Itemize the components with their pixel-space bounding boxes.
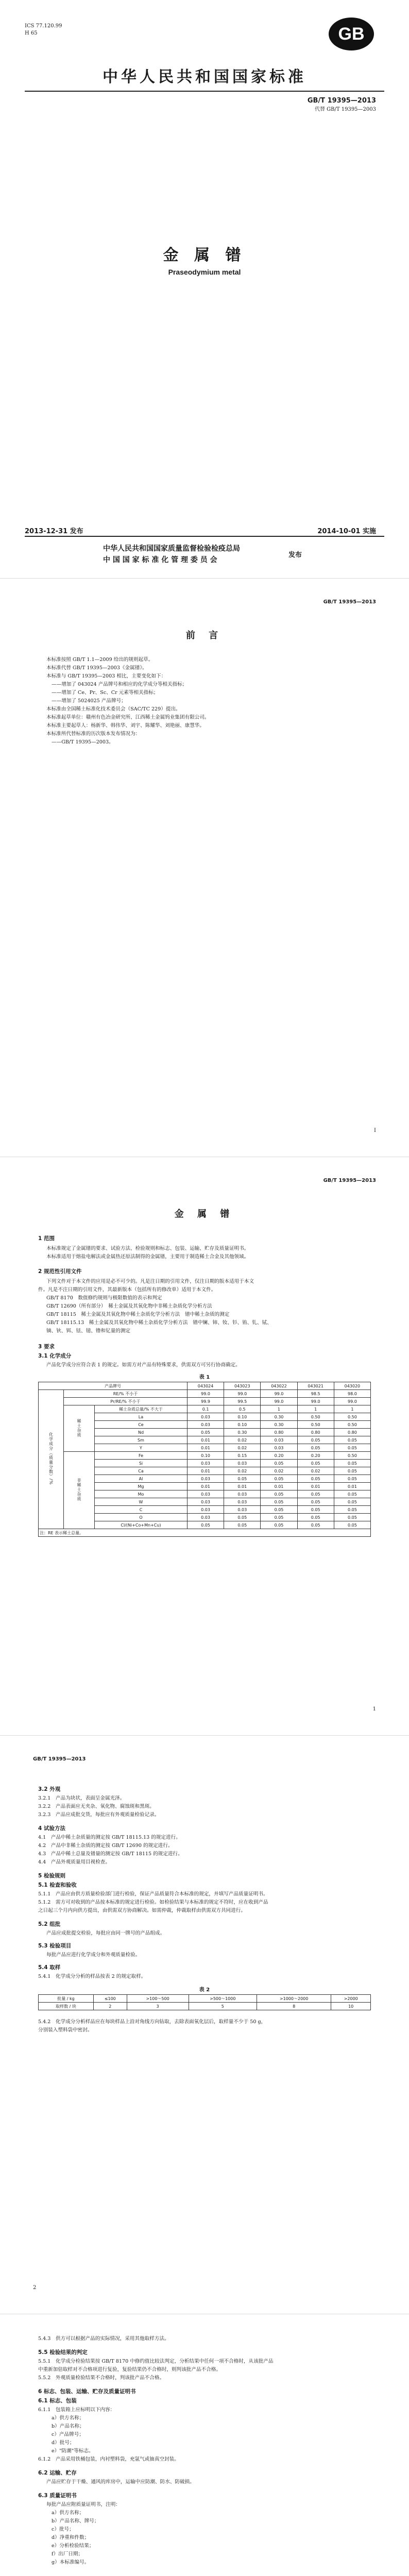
table-cell: 0.05 (297, 1506, 334, 1514)
table-cell: 0.05 (334, 1498, 370, 1506)
table-cell: 0.03 (224, 1498, 261, 1506)
table-cell: 0.05 (261, 1521, 297, 1529)
table-cell: 0.05 (334, 1444, 370, 1452)
content-page-2 (0, 1736, 409, 2314)
table-note-row (39, 1529, 371, 1537)
list-item: f）出厂日期； (52, 2551, 83, 2557)
table-cell: 1 (261, 1405, 297, 1413)
table-row (39, 2003, 371, 2010)
table-cell: 0.03 (224, 1506, 261, 1514)
table-cell: 0.05 (224, 1475, 261, 1483)
table-cell: 0.05 (297, 1444, 334, 1452)
list-item: b）产品名称； (52, 2424, 84, 2429)
table-cell: 8 (257, 2003, 331, 2010)
table-cell: 99.9 (187, 1398, 224, 1405)
foreword-line: ——GB/T 19395—2003。 (52, 739, 114, 745)
table-cell: 0.02 (224, 1436, 261, 1444)
table-cell: 0.05 (187, 1521, 224, 1529)
table-cell: >100～500 (127, 1995, 189, 2003)
section-title: 5 检验规则 (38, 1873, 65, 1879)
foreword-line: 本标准起草单位：赣州有色冶金研究所、江西稀土金属钨业集团有限公司。 (46, 715, 210, 720)
list-item: e）"防潮"等标志。 (52, 2448, 94, 2454)
table-cell: >1000～2000 (257, 1995, 331, 2003)
table-cell: 0.05 (297, 1436, 334, 1444)
table-cell: 0.05 (297, 1490, 334, 1498)
list-item: c）批号； (52, 2527, 74, 2532)
table-cell: 0.50 (297, 1413, 334, 1421)
table-cell: 0.20 (297, 1452, 334, 1460)
table-cell: O (95, 1514, 188, 1521)
table-group-label: 化学成分（质量分数）/% (48, 1432, 54, 1485)
list-item: a）供方名称； (52, 2510, 84, 2516)
table-cell: 0.5 (224, 1405, 261, 1413)
section-title: 1 范围 (38, 1235, 55, 1242)
publisher-aqsiq: 中华人民共和国国家质量监督检验检疫总局 (103, 545, 240, 553)
table-cell: 0.05 (261, 1475, 297, 1483)
table-cell: 99.5 (224, 1398, 261, 1405)
body-line: 每批产品应附质量证明书，注明： (46, 2502, 121, 2507)
national-standard-header: 中华人民共和国国家标准 (103, 68, 306, 86)
body-line: 4.4 产品外观质量用目视检查。 (38, 1859, 110, 1865)
table-cell: 0.03 (187, 1421, 224, 1429)
table-subgroup-cell (64, 1405, 95, 1452)
table-cell: 10 (331, 2003, 371, 2010)
body-line: 产品应成批提交检验，每批应由同一牌号的产品组成。 (46, 1930, 165, 1936)
table-cell: 0.10 (224, 1421, 261, 1429)
table-cell: 0.01 (187, 1467, 224, 1475)
table-cell: 0.05 (334, 1506, 370, 1514)
sampling-table (38, 1994, 371, 2010)
subsection-title: 5.2 组批 (38, 1921, 61, 1927)
content-page-1 (0, 1157, 409, 1735)
cover-rule-bottom (25, 536, 384, 537)
body-line: 件。凡是不注日期的引用文件，其最新版本（包括所有的修改单）适用于本文件。 (38, 1287, 216, 1293)
table-cell: 0.05 (297, 1460, 334, 1467)
table-cell: 0.05 (334, 1521, 370, 1529)
table-cell: 0.03 (187, 1506, 224, 1514)
foreword-line: ——增加了 Ce、Pr、Sc、Cr 元素等相关指标； (52, 690, 159, 696)
table-cell: 0.02 (297, 1467, 334, 1475)
content-page-3 (0, 2314, 409, 2576)
subsection-title: 5.3 检验项目 (38, 1943, 72, 1949)
table-cell: 043021 (297, 1382, 334, 1390)
table-cell: 0.50 (297, 1421, 334, 1429)
body-line: 4.2 产品中非稀土杂质的测定按 GB/T 12690 的规定进行。 (38, 1843, 173, 1849)
table-cell: 0.05 (297, 1475, 334, 1483)
ccs-code: H 65 (25, 30, 38, 36)
foreword-line: 本标准由全国稀土标准化技术委员会（SAC/TC 229）提出。 (46, 706, 181, 712)
foreword-line: 本标准所代替标准的历次版本发布情况为： (46, 731, 141, 737)
table-cell: 0.15 (224, 1452, 261, 1460)
body-line: 5.5.1 化学成分检验结果按 GB/T 8170 中修约值比较法判定，分析结果中任何一项不合格时，从该批产品 (38, 2359, 274, 2364)
table-cell: 1 (334, 1405, 370, 1413)
table-cell: 043022 (261, 1382, 297, 1390)
page-number: I (374, 1128, 376, 1133)
table-cell: 0.50 (334, 1421, 370, 1429)
table-cell: 0.30 (261, 1413, 297, 1421)
table-cell: 99.0 (297, 1398, 334, 1405)
subsection-title: 3.1 化学成分 (38, 1353, 72, 1359)
foreword-line: 本标准按照 GB/T 1.1—2009 给出的规则起草。 (46, 657, 154, 663)
subsection-title: 6.1 标志、包装 (38, 2398, 77, 2404)
table-cell: 0.80 (334, 1429, 370, 1436)
body-line: 3.2.2 产品表面应无夹杂、氧化物、腐蚀斑和黑斑。 (38, 1804, 155, 1809)
section-title: 2 规范性引用文件 (38, 1268, 82, 1275)
table-cell: 0.05 (334, 1475, 370, 1483)
list-item: g）本标准编号。 (52, 2560, 90, 2565)
table-cell: 0.20 (261, 1452, 297, 1460)
table-row (39, 1390, 371, 1398)
table-cell: 0.01 (224, 1483, 261, 1490)
table-subgroup-label: 非稀土杂质 (77, 1478, 81, 1501)
body-line: 镝、钬、铒、铥、镱、镥和钇量的测定 (46, 1328, 131, 1334)
table-cell: 0.03 (187, 1475, 224, 1483)
svg-text:GB: GB (338, 24, 365, 44)
table-cell: 99.0 (224, 1390, 261, 1398)
subsection-title: 6.2 运输、贮存 (38, 2470, 77, 2476)
body-line: GB/T 18115.13 稀土金属及其氧化物中稀土杂质化学分析方法 镨中镧、铈、钕、钐、铕、钆、铽、 (46, 1320, 272, 1326)
chemical-composition-table (38, 1382, 371, 1537)
table-cell: 0.05 (261, 1514, 297, 1521)
body-line: 3.2.1 产品为块状，表面呈金属光泽。 (38, 1795, 125, 1801)
issue-date: 2013-12-31 发布 (25, 528, 83, 535)
list-item: d）批号； (52, 2440, 75, 2446)
body-line: 5.1.2 需方可对收到的产品按本标准的规定进行检验。如检验结果与本标准的规定不符时，应在收到产品 (38, 1900, 268, 1905)
table-cell: 0.03 (187, 1460, 224, 1467)
foreword-line: ——增加了 5024025 产品牌号； (52, 698, 126, 704)
table-cell: 0.03 (187, 1514, 224, 1521)
table-cell: 0.05 (261, 1498, 297, 1506)
body-line: 本标准适用于熔盐电解法或金属热还原法制得的金属镨，主要用于制造稀土合金及其他领域。 (46, 1254, 249, 1260)
body-line: 5.4.2 化学成分分析样品应在每块样品上沿对角线方向钻取，去除表面氧化层后，取样量不少于 50 g， (38, 2019, 266, 2025)
subsection-title: 5.4 取样 (38, 1964, 61, 1971)
table-cell: Ce (95, 1421, 188, 1429)
body-line: 每批产品应进行化学成分和外观质量检验。 (46, 1952, 141, 1958)
body-line: 分别装入塑料袋中密封。 (38, 2027, 93, 2033)
section-title: 3 要求 (38, 1344, 55, 1350)
list-item: a）供方名称； (52, 2415, 84, 2421)
table-cell: 0.50 (334, 1452, 370, 1460)
foreword-line: 本标准代替 GB/T 19395—2003《金属镨》。 (46, 665, 147, 671)
table-cell: 0.05 (261, 1490, 297, 1498)
foreword-line: 本标准主要起草人：杨新华、韩伟华、刘宇、陈耀华、刘艳丽、康慧华。 (46, 723, 204, 728)
table-cell: 2 (94, 2003, 127, 2010)
table-cell: 0.01 (187, 1444, 224, 1452)
table-row (39, 1398, 371, 1405)
body-line: 4.1 产品中稀土杂质量的测定按 GB/T 18115.13 的规定进行。 (38, 1835, 181, 1840)
table-cell: Pr/RE/% 不小于 (64, 1398, 188, 1405)
table-cell: Cl/(Ni+Co+Mn+Cu) (95, 1521, 188, 1529)
table-subgroup-cell (64, 1452, 95, 1529)
cover-subtitle: Praseodymium metal (168, 268, 241, 276)
page-number: 2 (33, 2285, 37, 2291)
table-cell: 稀土杂质总量/% 不大于 (95, 1405, 188, 1413)
table-cell: 0.05 (297, 1521, 334, 1529)
table-cell: Sm (95, 1436, 188, 1444)
subsection-title: 5.5 检验结果的判定 (38, 2349, 88, 2355)
table-cell: 043023 (224, 1382, 261, 1390)
table-cell: >2000 (331, 1995, 371, 2003)
body-line: GB/T 8170 数值修约规则与极限数值的表示和判定 (46, 1295, 162, 1301)
table-cell: 0.03 (261, 1436, 297, 1444)
body-line: 6.1.2 产品采用铁桶包装，内衬塑料袋，充氩气或抽真空封装。 (38, 2456, 179, 2462)
table-cell: 0.05 (334, 1460, 370, 1467)
cover-page (0, 0, 409, 578)
table-cell: 043020 (334, 1382, 370, 1390)
table-row (39, 1452, 371, 1460)
body-line: 5.1.1 产品应由供方质量检验部门进行检验，保证产品质量符合本标准的规定，并填写产品质量证明书。 (38, 1891, 268, 1897)
page-header-code: GB/T 19395—2013 (323, 1178, 376, 1183)
body-line: 之日起三个月内向供方提出，由供需双方协商解决。如需仲裁，仲裁取样由供需双方共同进行。 (38, 1908, 246, 1913)
section-title: 4 试验方法 (38, 1825, 65, 1832)
foreword-line: ——增加了 043024 产品牌号和相应的化学成分等相关指标； (52, 682, 188, 687)
ics-code: ICS 77.120.99 (25, 23, 62, 29)
subsection-title: 6.3 质量证明书 (38, 2493, 77, 2499)
body-line: GB/T 18115 稀土金属及其氧化物中稀土杂质化学分析方法 镨中稀土杂质的测定 (46, 1312, 230, 1317)
table-cell: C (95, 1506, 188, 1514)
table-cell: 0.05 (334, 1490, 370, 1498)
implementation-date: 2014-10-01 实施 (317, 528, 376, 535)
list-item: b）产品名称、牌号； (52, 2518, 99, 2524)
table-cell: 98.5 (297, 1390, 334, 1398)
subsection-title: 3.2 外观 (38, 1786, 61, 1792)
body-line: 本标准规定了金属镨的要求、试验方法、检验规则和标志、包装、运输、贮存及质量证明书。 (46, 1246, 249, 1251)
table-cell: 0.30 (261, 1421, 297, 1429)
table-cell: Al (95, 1475, 188, 1483)
table-header-row (39, 1382, 371, 1390)
body-line: 5.5.2 外观质量检验结果不合格时，判该批产品不合格。 (38, 2375, 165, 2381)
table-cell: 0.03 (187, 1498, 224, 1506)
table-cell: 批量 / kg (39, 1995, 94, 2003)
table-cell: 3 (127, 2003, 189, 2010)
body-line: GB/T 12690（所有部分） 稀土金属及其氧化物中非稀土杂质化学分析方法 (46, 1303, 212, 1309)
publish-label: 发布 (288, 551, 302, 559)
table-cell: 0.03 (224, 1490, 261, 1498)
table-cell: 0.80 (261, 1429, 297, 1436)
body-line: 中重新加倍取样对不合格项进行复验，复验结果仍不合格时，则判该批产品不合格。 (38, 2367, 221, 2372)
table-cell: 0.03 (187, 1490, 224, 1498)
list-item: c）产品牌号； (52, 2432, 84, 2437)
table-caption: 表 2 (199, 1987, 210, 1993)
supersedes-note: 代替 GB/T 19395—2003 (315, 107, 376, 112)
table-cell: 99.0 (334, 1398, 370, 1405)
body-line: 下列文件对于本文件的应用是必不可少的。凡是注日期的引用文件，仅注日期的版本适用于本文 (46, 1279, 254, 1284)
table-cell: W (95, 1498, 188, 1506)
body-line: 3.2.3 产品应成批交货，每批应有外观质量检验记录。 (38, 1812, 160, 1818)
page-number: 1 (372, 1706, 376, 1712)
table-group-cell (39, 1390, 64, 1529)
foreword-line: 本标准与 GB/T 19395—2003 相比，主要变化如下： (46, 673, 166, 679)
table-cell: 0.03 (261, 1444, 297, 1452)
table-cell: 043024 (187, 1382, 224, 1390)
table-cell: 98.0 (334, 1390, 370, 1398)
table-row (39, 1405, 371, 1413)
list-item: d）净重和件数； (52, 2535, 90, 2540)
gb-logo-icon (328, 15, 375, 53)
cover-rule-top (25, 91, 384, 92)
table-cell: 取样数 / 块 (39, 2003, 94, 2010)
table-cell: 0.03 (224, 1460, 261, 1467)
table-cell: 0.05 (334, 1467, 370, 1475)
table-cell: Nd (95, 1429, 188, 1436)
table-subgroup-label: 稀土杂质 (77, 1418, 81, 1437)
table-cell: 0.05 (334, 1514, 370, 1521)
table-cell: 0.1 (187, 1405, 224, 1413)
table-cell: 0.01 (261, 1483, 297, 1490)
table-cell: ≤100 (94, 1995, 127, 2003)
table-cell: 0.05 (261, 1460, 297, 1467)
table-cell: >500～1000 (189, 1995, 257, 2003)
page-header-code: GB/T 19395—2013 (33, 1756, 86, 1762)
table-cell: 0.10 (187, 1452, 224, 1460)
table-cell: 99.0 (261, 1398, 297, 1405)
table-cell: Mg (95, 1483, 188, 1490)
section-title: 6 标志、包装、运输、贮存及质量证明书 (38, 2388, 136, 2395)
table-cell: 0.05 (224, 1514, 261, 1521)
table-cell: RE/% 不小于 (64, 1390, 188, 1398)
table-cell: 产品牌号 (39, 1382, 188, 1390)
subsection-title: 5.1 检查和验收 (38, 1882, 77, 1888)
foreword-title: 前 言 (185, 630, 224, 641)
table-cell: 99.0 (261, 1390, 297, 1398)
table-cell: 5 (189, 2003, 257, 2010)
table-cell: Fe (95, 1452, 188, 1460)
foreword-page (0, 579, 409, 1157)
table-cell: 0.10 (224, 1413, 261, 1421)
table-cell: 0.05 (187, 1429, 224, 1436)
table-cell: 0.80 (297, 1429, 334, 1436)
body-line: 6.1.1 包装箱上应标明以下内容： (38, 2407, 115, 2413)
body-line: 5.4.1 化学成分分析的样品按表 2 的规定取样。 (38, 1974, 146, 1979)
table-cell: 0.03 (187, 1413, 224, 1421)
table-cell: 0.50 (334, 1413, 370, 1421)
page-header-code: GB/T 19395—2013 (323, 599, 376, 605)
table-cell: 0.05 (224, 1521, 261, 1529)
table-cell: 0.05 (334, 1436, 370, 1444)
body-line: 产品化学成分应符合表 1 的规定。如需方对产品有特殊要求，供需双方可另行协商确定。 (46, 1362, 241, 1368)
publisher-sac: 中 国 国 家 标 准 化 管 理 委 员 会 (103, 556, 217, 564)
table-cell: Mo (95, 1490, 188, 1498)
table-cell: 0.02 (224, 1444, 261, 1452)
table-cell: 1 (297, 1405, 334, 1413)
table-cell: 0.30 (224, 1429, 261, 1436)
standard-code: GB/T 19395—2013 (307, 97, 376, 105)
table-cell: 0.01 (187, 1436, 224, 1444)
table-cell: 0.02 (261, 1467, 297, 1475)
body-line: 5.4.3 供方可以根据产品的实际情况，采用其他取样方法。 (38, 2336, 169, 2342)
table-cell: 0.01 (187, 1483, 224, 1490)
table-cell: 0.05 (297, 1498, 334, 1506)
table-cell: La (95, 1413, 188, 1421)
table-header-row (39, 1995, 371, 2003)
cover-title: 金 属 镨 (163, 246, 246, 264)
table-cell: 0.01 (334, 1483, 370, 1490)
table-cell: Y (95, 1444, 188, 1452)
table-cell: Ca (95, 1467, 188, 1475)
table-cell: 0.01 (297, 1483, 334, 1490)
document-title: 金 属 镨 (174, 1209, 235, 1219)
table-note: 注：RE 表示稀土总量。 (39, 1529, 371, 1537)
table-cell: Si (95, 1460, 188, 1467)
table-caption: 表 1 (199, 1375, 210, 1380)
table-cell: 0.05 (297, 1514, 334, 1521)
body-line: 产品应贮存于干燥、通风的库房中，运输中应防潮、防水、防破损。 (46, 2479, 195, 2485)
list-item: e）分析检验结果； (52, 2543, 94, 2549)
table-cell: 0.05 (261, 1506, 297, 1514)
body-line: 4.3 产品中稀土总量及镨量的测定按 GB/T 18115 的规定进行。 (38, 1851, 183, 1857)
table-cell: 0.02 (224, 1467, 261, 1475)
table-cell: 99.0 (187, 1390, 224, 1398)
